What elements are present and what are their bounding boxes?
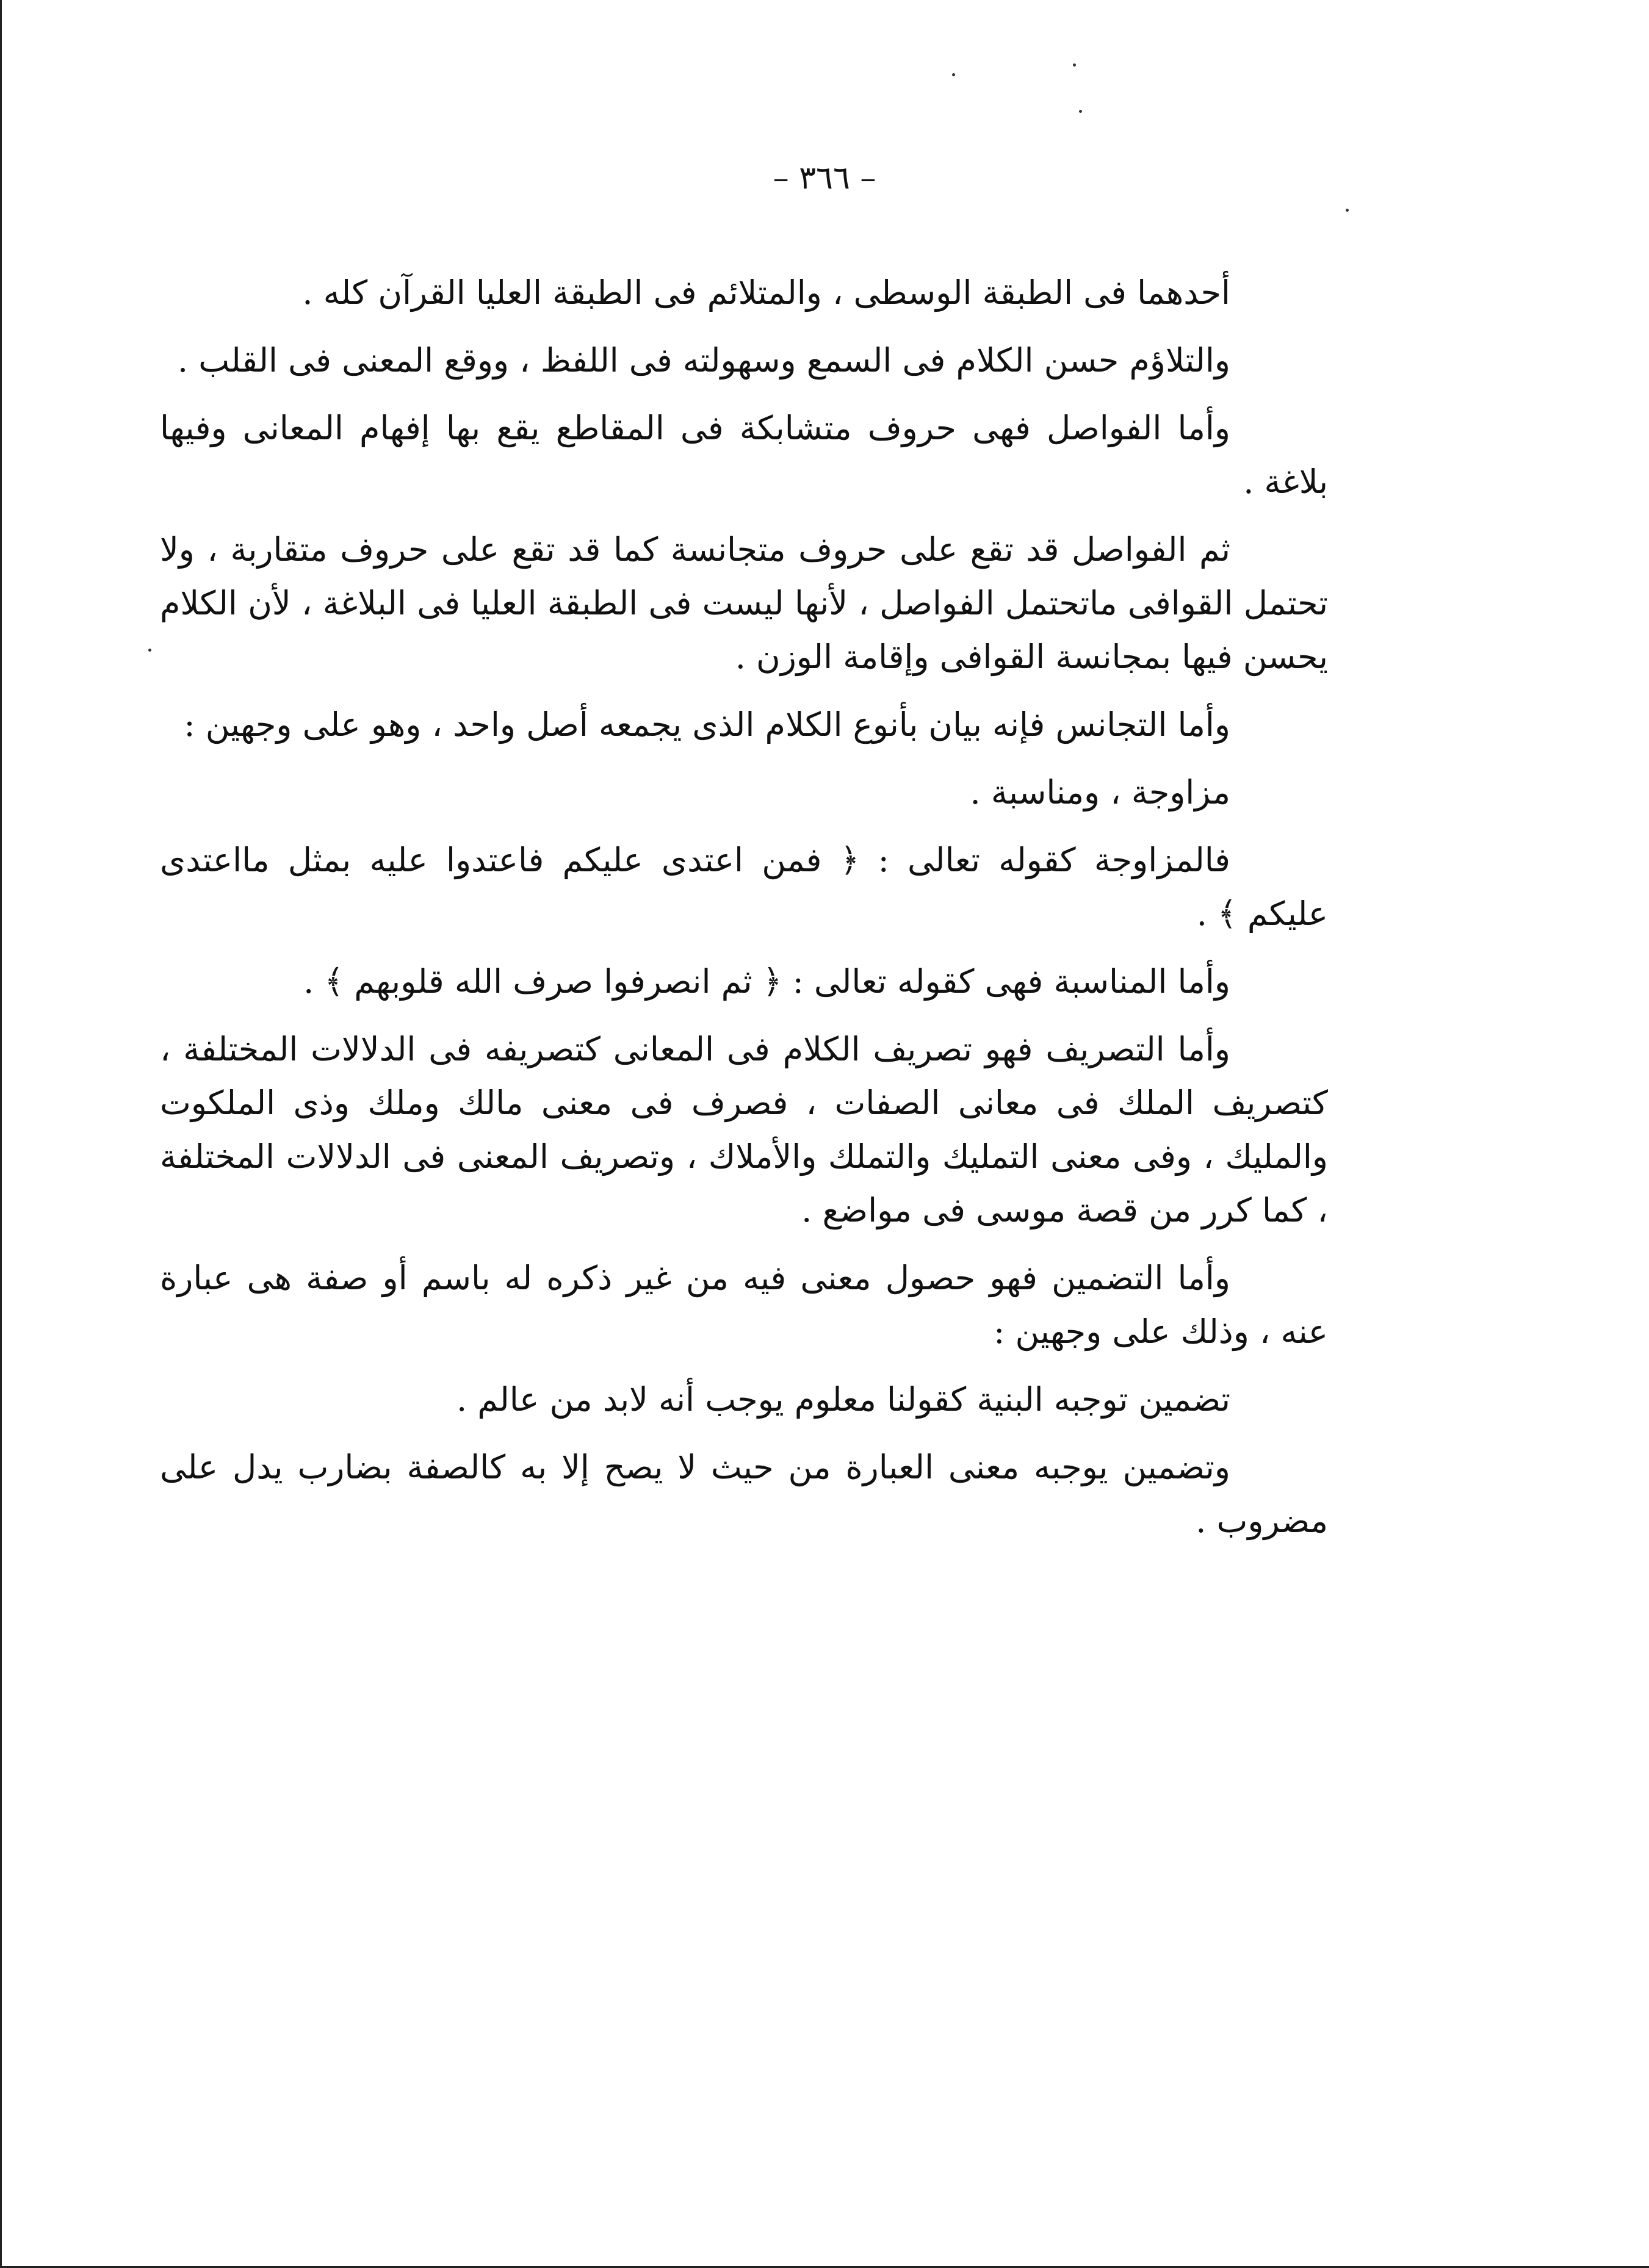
body-text [160,266,1328,1562]
paragraph: وأما التضمين فهو حصول معنى فيه من غير ذكره له باسم أو صفة هى عبارة عنه ، وذلك على وجهين : [160,1259,1328,1351]
paragraph: والتلاؤم حسن الكلام فى السمع وسهولته فى اللفظ ، ووقع المعنى فى القلب . [177,341,1230,380]
paragraph: مزاوجة ، ومناسبة . [970,773,1230,812]
scan-speck [148,649,151,652]
page-number: – ٣٦٦ – [773,160,876,196]
scan-speck [952,73,955,76]
paragraph: وتضمين يوجبه معنى العبارة من حيث لا يصح إلا به كالصفة بضارب يدل على مضروب . [160,1448,1328,1540]
scan-speck [1346,209,1349,212]
scan-speck [1073,63,1076,67]
paragraph: فالمزاوجة كقوله تعالى : ﴿ فمن اعتدى عليكم فاعتدوا عليه بمثل مااعتدى عليكم ﴾ . [160,841,1328,933]
paragraph: أحدهما فى الطبقة الوسطى ، والمتلائم فى الطبقة العليا القرآن كله . [302,273,1230,312]
paragraph: وأما الفواصل فهى حروف متشابكة فى المقاطع يقع بها إفهام المعانى وفيها بلاغة . [160,409,1328,501]
paragraph: وأما التجانس فإنه بيان بأنوع الكلام الذى يجمعه أصل واحد ، وهو على وجهين : [184,705,1230,744]
scan-speck [1079,110,1082,113]
paragraph: ثم الفواصل قد تقع على حروف متجانسة كما قد تقع على حروف متقاربة ، ولا تحتمل القوافى ماتحتمل الفواصل ، لأنها ليست فى الطبقة العليا فى البلاغة ، لأن الكلام يحسن فيها بمجانسة القوافى وإقامة الوزن . [160,530,1328,676]
paragraph: وأما التصريف فهو تصريف الكلام فى المعانى كتصريفه فى الدلالات المختلفة ، كتصريف الملك فى معانى الصفات ، فصرف فى معنى مالك وملك وذى الملكوت والمليك ، وفى معنى التمليك والتملك والأملاك ، وتصريف المعنى فى الدلالات المختلفة ، كما كرر من قصة موسى فى مواضع . [160,1030,1328,1229]
paragraph: وأما المناسبة فهى كقوله تعالى : ﴿ ثم انصرفوا صرف الله قلوبهم ﴾ . [303,962,1230,1001]
paragraph: تضمين توجبه البنية كقولنا معلوم يوجب أنه لابد من عالم . [456,1380,1230,1419]
